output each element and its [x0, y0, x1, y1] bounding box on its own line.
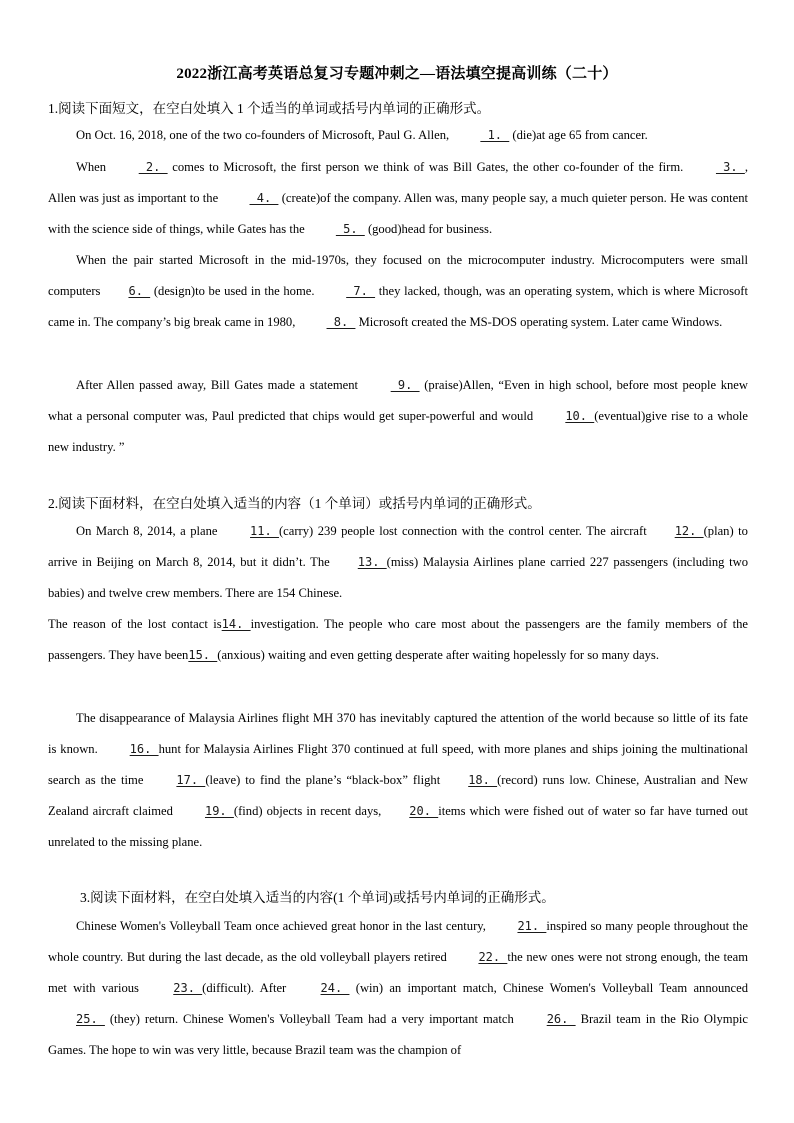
text: (find) objects in recent days, — [233, 804, 382, 819]
s2-paragraph-3 — [48, 703, 748, 858]
blank-22[interactable]: 22. — [478, 950, 508, 965]
text: , Allen was just as important to the — [48, 160, 749, 206]
section-3-instruction: 3.阅读下面材料，在空白处填入适当的内容(1 个单词)或括号内单词的正确形式。 — [80, 890, 555, 905]
text: (difficult). After — [202, 981, 287, 996]
text: (plan) to arrive in Beijing on March 8, 2014, but it didn’t. The — [48, 524, 748, 570]
blank-16[interactable]: 16. — [129, 742, 159, 757]
text: (die)at age 65 from cancer. — [512, 128, 648, 142]
text: investigation. The people who care most about the passengers are the family members of the passengers. They have been — [48, 617, 749, 663]
s1-paragraph-3 — [48, 245, 748, 338]
text: the new ones were not strong enough, the team met with various — [48, 950, 748, 996]
s1-paragraph-4 — [48, 370, 748, 463]
blank-8[interactable]: 8. — [326, 315, 356, 330]
s2-paragraph-1 — [48, 516, 748, 609]
blank-13[interactable]: 13. — [357, 555, 387, 570]
text: After Allen passed away, Bill Gates made a statement — [76, 378, 359, 392]
blank-3[interactable]: 3. — [715, 160, 745, 174]
blank-21[interactable]: 21. — [517, 919, 547, 933]
s1-paragraph-1 — [48, 120, 748, 151]
blank-4[interactable]: 4. — [249, 191, 279, 206]
blank-15[interactable]: 15. — [188, 648, 218, 663]
blank-26[interactable]: 26. — [546, 1012, 576, 1027]
text: When — [76, 160, 107, 174]
text: hunt for Malaysia Airlines Flight 370 continued at full speed, with more planes and ships joining the multinational search as the time — [48, 742, 748, 788]
text: The disappearance of Malaysia Airlines flight MH 370 has inevitably captured the attention of the world because so little of its fate is known. — [48, 711, 748, 757]
text: (they) return. Chinese Women's Volleyball Team had a very important match — [109, 1012, 514, 1027]
text: On March 8, 2014, a plane — [76, 524, 218, 538]
text: Chinese Women's Volleyball Team once achieved great honor in the last century, — [76, 919, 486, 933]
text: items which were fished out of water so far have turned out unrelated to the missing plane. — [48, 804, 749, 850]
text: (record) runs low. Chinese, Australian and New Zealand aircraft claimed — [48, 773, 748, 819]
text: inspired so many people throughout the whole country. But during the last decade, as the old volleyball players retired — [48, 919, 748, 965]
blank-11[interactable]: 11. — [250, 524, 279, 538]
text: they lacked, though, was an operating system, which is where Microsoft came in. The company’s big break came in 1980, — [48, 284, 748, 330]
text: (good)head for business. — [367, 222, 493, 237]
text: On Oct. 16, 2018, one of the two co-founders of Microsoft, Paul G. Allen, — [76, 128, 450, 142]
section-2-instruction: 2.阅读下面材料，在空白处填入适当的内容（1 个单词）或括号内单词的正确形式。 — [48, 496, 541, 511]
s2-paragraph-2 — [48, 609, 748, 671]
blank-19[interactable]: 19. — [204, 804, 234, 819]
blank-2[interactable]: 2. — [138, 160, 168, 174]
blank-17[interactable]: 17. — [176, 773, 206, 788]
text: The reason of the lost contact is — [48, 617, 222, 631]
text: (carry) 239 people lost connection with the control center. The aircraft — [278, 524, 647, 538]
page-title: 2022浙江高考英语总复习专题冲刺之—语法填空提高训练（二十） — [176, 66, 618, 82]
blank-14[interactable]: 14. — [221, 617, 251, 631]
text: (praise)Allen, “Even in high school, before most people knew what a personal computer was, Paul predicted that chips would get super-powerful and would — [48, 378, 748, 424]
blank-7[interactable]: 7. — [346, 284, 376, 299]
blank-18[interactable]: 18. — [468, 773, 498, 788]
text: (miss) Malaysia Airlines plane carried 227 passengers (including two babies) and twelve crew members. There are 154 Chinese. — [48, 555, 748, 601]
blank-23[interactable]: 23. — [173, 981, 203, 996]
blank-1[interactable]: 1. — [480, 128, 510, 142]
section-1-instruction: 1.阅读下面短文，在空白处填入 1 个适当的单词或括号内单词的正确形式。 — [48, 101, 491, 116]
text: Brazil team in the Rio Olympic Games. The hope to win was very little, because Brazil team was the champion of — [48, 1012, 748, 1058]
text: (anxious) waiting and even getting desperate after waiting hopelessly for so many days. — [217, 648, 659, 663]
text: Microsoft created the MS-DOS operating system. Later came Windows. — [358, 315, 723, 330]
text: (create)of the company. Allen was, many people say, a much quieter person. He was content with the science side of things, while Gates has the — [48, 191, 749, 237]
blank-9[interactable]: 9. — [390, 378, 420, 392]
s3-paragraph-1 — [48, 911, 748, 1066]
blank-12[interactable]: 12. — [674, 524, 704, 538]
blank-20[interactable]: 20. — [409, 804, 439, 819]
blank-10[interactable]: 10. — [565, 409, 595, 424]
blank-25[interactable]: 25. — [76, 1012, 105, 1027]
blank-5[interactable]: 5. — [335, 222, 365, 237]
s1-paragraph-2 — [48, 152, 748, 245]
text: (win) an important match, Chinese Women's Volleyball Team announced — [355, 981, 749, 996]
text: (leave) to find the plane’s “black-box” flight — [205, 773, 441, 788]
text: When the pair started Microsoft in the mid-1970s, they focused on the microcomputer industry. Microcomputers were small computers — [48, 253, 748, 299]
text: (design)to be used in the home. — [153, 284, 315, 299]
text: (eventual)give rise to a whole new industry. ” — [48, 409, 748, 455]
blank-24[interactable]: 24. — [320, 981, 350, 996]
blank-6[interactable]: 6. — [128, 284, 151, 299]
text: comes to Microsoft, the first person we think of was Bill Gates, the other co-founder of the firm. — [172, 160, 684, 174]
